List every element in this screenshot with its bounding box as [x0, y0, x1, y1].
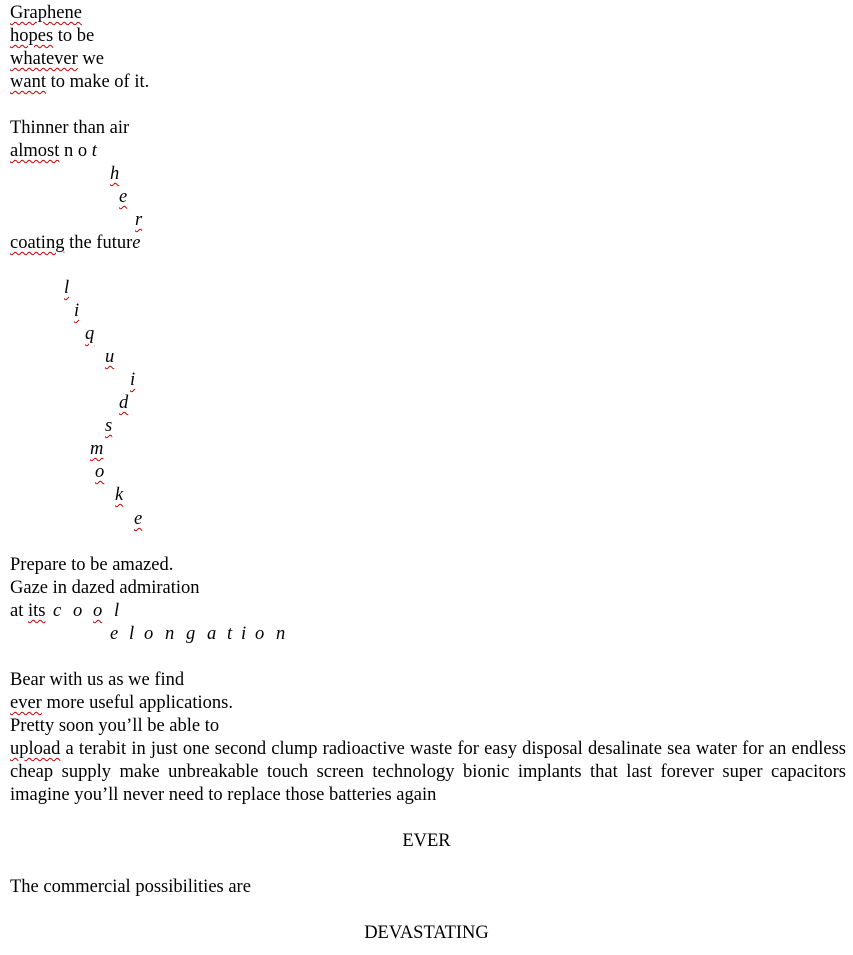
elongation-letter: i: [241, 624, 247, 644]
letter-o: o: [73, 601, 83, 621]
elongation-letter: e: [110, 624, 119, 644]
paragraph-upload: [10, 738, 846, 807]
spellcheck-word: whatever: [10, 49, 78, 69]
text: o: [73, 141, 92, 161]
line-prepare: Prepare to be amazed.: [10, 555, 174, 575]
spellcheck-word: almost: [10, 141, 60, 161]
ever-heading: EVER: [402, 831, 451, 851]
letter-l: l: [114, 601, 120, 621]
line-whatever: [10, 48, 104, 71]
text: to make of it.: [45, 72, 150, 92]
elongation-letter: a: [207, 624, 217, 644]
line-ever-more: [10, 692, 233, 715]
letter-e: e: [119, 187, 128, 207]
spellcheck-word: hopes: [10, 26, 54, 46]
letter-e: e: [134, 509, 143, 529]
line-gaze: Gaze in dazed admiration: [10, 578, 200, 598]
spellcheck-word: its: [27, 601, 46, 621]
text: t: [91, 141, 97, 161]
letter-m: m: [90, 439, 104, 459]
elongation-letter: t: [227, 624, 233, 644]
line-bear: Bear with us as we find: [10, 670, 185, 690]
elongation-letter: n: [165, 624, 175, 644]
spellcheck-word: want: [10, 72, 46, 92]
letter-u: u: [105, 347, 115, 367]
elongation-letter: n: [276, 624, 286, 644]
text: e: [132, 233, 141, 253]
letter-i: i: [130, 370, 136, 390]
letter-o: o: [93, 601, 103, 621]
line-hopes: [10, 25, 94, 48]
text: to be: [53, 26, 95, 46]
line-commercial: The commercial possibilities are: [10, 877, 251, 897]
elongation-letter: l: [129, 624, 135, 644]
line-want: [10, 71, 149, 94]
spellcheck-word: Graphene: [10, 3, 82, 23]
line-coating: [10, 232, 140, 255]
text: we: [77, 49, 104, 69]
text: at: [10, 601, 28, 621]
letter-i: i: [74, 301, 80, 321]
spellcheck-word: upload: [10, 739, 61, 759]
line-almost: [10, 140, 97, 163]
spellcheck-word: coating: [10, 233, 65, 253]
letter-r: r: [135, 210, 143, 230]
letter-k: k: [115, 485, 124, 505]
letter-q: q: [85, 324, 95, 344]
line-at-its-cool: [10, 600, 45, 623]
text: a terabit in just one second clump radioactive waste for easy disposal desalinate sea water for an endless cheap supply make unbreakable touch screen technology bionic implants that last forever super capacitors imagine you’ll never need to replace those batteries again: [10, 739, 846, 805]
letter-s: s: [105, 416, 113, 436]
letter-l: l: [64, 278, 70, 298]
letter-o: o: [95, 462, 105, 482]
elongation-letter: o: [255, 624, 265, 644]
line-pretty-soon: Pretty soon you’ll be able to: [10, 716, 220, 736]
letter-h: h: [110, 164, 120, 184]
line-graphene: [10, 2, 82, 25]
letter-c: c: [53, 601, 62, 621]
spellcheck-word: ever: [10, 693, 42, 713]
line-thinner: Thinner than air: [10, 118, 130, 138]
letter-d: d: [119, 393, 129, 413]
elongation-letter: o: [144, 624, 154, 644]
text: the futur: [64, 233, 133, 253]
text: n: [59, 141, 74, 161]
text: more useful applications.: [41, 693, 233, 713]
devastating-heading: DEVASTATING: [364, 923, 489, 943]
elongation-letter: g: [186, 624, 196, 644]
